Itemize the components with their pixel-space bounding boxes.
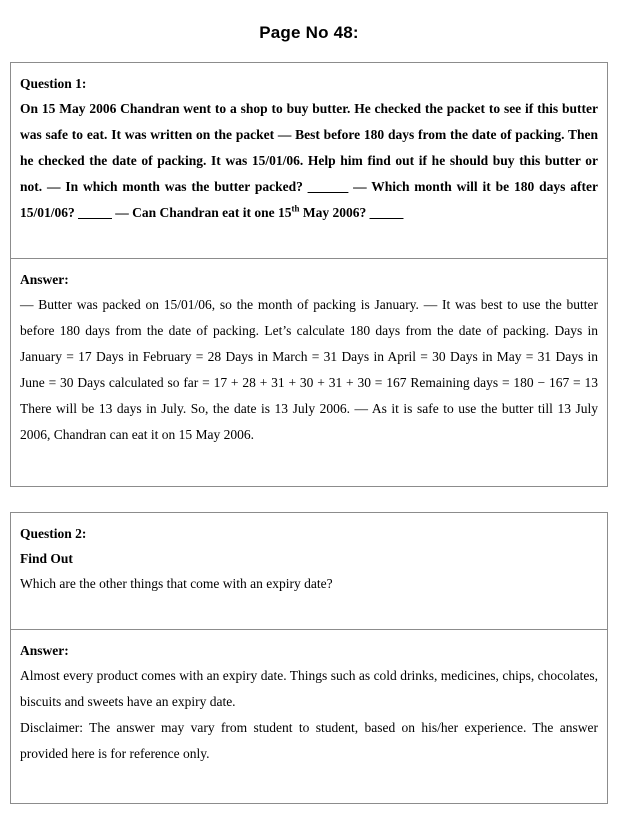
question-1-blank-1: ______ bbox=[307, 179, 349, 194]
answer-2-spacer bbox=[20, 767, 598, 795]
question-2-spacer bbox=[20, 597, 598, 621]
question-2-heading: Question 2: bbox=[20, 526, 87, 541]
answer-1-text: — Butter was packed on 15/01/06, so the month of packing is January. — It was best to use the butter before 180 days from the date of packing. Let’s calculate 180 days from the date of packing. Days in January = 17 Days in February = 28 Days in March = 31 Days in April = 30 Days in May = 31 Days in June = 30 Days calculated so far = 17 + 28 + 31 + 30 + 31 + 30 = 167 Remaining days = 180 − 167 = 13 There will be 13 days in July. So, the date is 13 July 2006. — As it is safe to use the butter till 13 July 2006, Chandran can eat it on 15 May 2006. bbox=[20, 297, 598, 442]
question-1-ordinal-suffix: th bbox=[291, 203, 300, 214]
question-1-text-part-2: — Which month will it be 180 days after 15/01/06? bbox=[20, 179, 598, 220]
answer-section-1 bbox=[11, 259, 607, 486]
qa-block-1 bbox=[10, 62, 608, 487]
question-2-text: Which are the other things that come with an expiry date? bbox=[20, 576, 333, 591]
answer-1-spacer bbox=[20, 448, 598, 478]
page-title: Page No 48: bbox=[259, 23, 359, 42]
answer-2-heading: Answer: bbox=[20, 643, 69, 658]
question-1-spacer bbox=[20, 226, 598, 250]
qa-block-2 bbox=[10, 512, 608, 804]
answer-2-paragraph-1: Almost every product comes with an expiry date. Things such as cold drinks, medicines, chips, chocolates, biscuits and sweets have an expiry date. bbox=[20, 668, 598, 709]
question-section-1 bbox=[11, 63, 607, 258]
question-2-subheading: Find Out bbox=[20, 551, 73, 566]
answer-2-paragraph-2: Disclaimer: The answer may vary from student to student, based on his/her experience. The answer provided here is for reference only. bbox=[20, 720, 598, 761]
question-1-text bbox=[20, 96, 598, 226]
question-1-text-part-1: On 15 May 2006 Chandran went to a shop to buy butter. He checked the packet to see if this butter was safe to eat. It was written on the packet — Best before 180 days from the date of packing. Then he checked the date of packing. It was 15/01/06. Help him find out if he should buy this butter or not. — In which month was the butter packed? bbox=[20, 101, 598, 194]
question-1-text-part-3: — Can Chandran eat it one 15 bbox=[111, 205, 292, 220]
question-section-2 bbox=[11, 513, 607, 629]
question-1-blank-2: _____ bbox=[78, 205, 112, 220]
question-1-heading: Question 1: bbox=[20, 76, 87, 91]
question-1-blank-3: _____ bbox=[369, 205, 404, 220]
answer-1-heading: Answer: bbox=[20, 272, 69, 287]
answer-section-2 bbox=[11, 630, 607, 803]
question-1-text-part-4: May 2006? bbox=[299, 205, 370, 220]
